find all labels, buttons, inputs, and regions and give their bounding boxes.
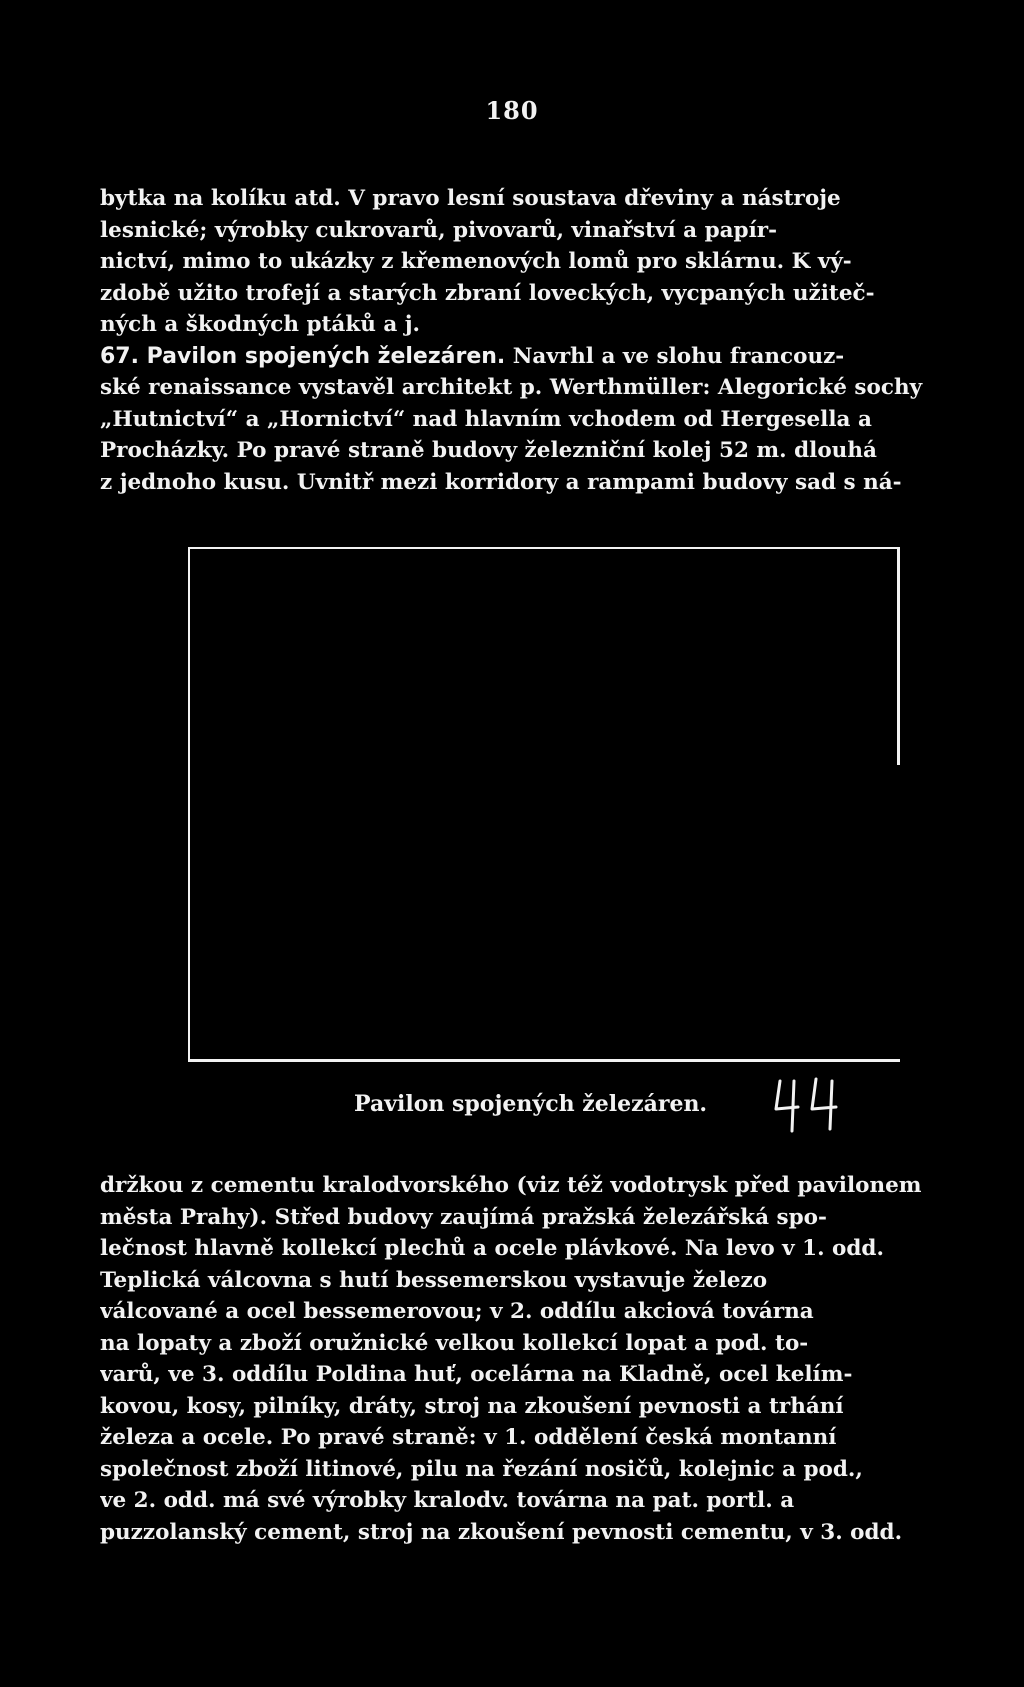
text-line: zdobě užito trofejí a starých zbraní loveckých, vycpaných užiteč- (100, 280, 875, 306)
text-line: společnost zboží litinové, pilu na řezání nosičů, kolejnic a pod., (100, 1456, 863, 1482)
text-line: na lopaty a zboží oružnické velkou kollekcí lopat a pod. to- (100, 1330, 809, 1356)
text-line: Teplická válcovna s hutí bessemerskou vystavuje železo (100, 1267, 768, 1293)
section-heading: 67. Pavilon spojených železáren. (100, 343, 506, 369)
text-line: ve 2. odd. má své výrobky kralodv. továrna na pat. portl. a (100, 1488, 795, 1513)
text-line: „Hutnictví“ a „Hornictví“ nad hlavním vchodem od Hergesella a (100, 406, 872, 432)
text-line: puzzolanský cement, stroj na zkoušení pevnosti cementu, v 3. odd. (100, 1519, 903, 1545)
figure-caption: Pavilon spojených železáren. (354, 1091, 708, 1117)
text-line: lečnost hlavně kollekcí plechů a ocele plávkové. Na levo v 1. odd. (100, 1236, 884, 1261)
text-line: kovou, kosy, pilníky, dráty, stroj na zkoušení pevnosti a trhání (100, 1393, 844, 1419)
text-line: města Prahy). Střed budovy zaujímá pražská železářská spo- (100, 1204, 827, 1230)
frame-border-left (188, 547, 190, 1059)
text-line: lesnické; výrobky cukrovarů, pivovarů, vinařství a papír- (100, 217, 777, 243)
illustration-frame (188, 547, 900, 1065)
text-line: držkou z cementu kralodvorského (viz též vodotrysk před pavilonem (100, 1173, 922, 1198)
text-line: válcované a ocel bessemerovou; v 2. oddílu akciová továrna (100, 1299, 814, 1324)
frame-border-top (188, 547, 900, 549)
text-line: ské renaissance vystavěl architekt p. Werthmüller: Alegorické sochy (100, 375, 923, 400)
text-line: z jednoho kusu. Uvnitř mezi korridory a rampami budovy sad s ná- (100, 469, 902, 495)
text-line: varů, ve 3. oddílu Poldina huť, ocelárna na Kladně, ocel kelím- (100, 1362, 853, 1387)
bottom-paragraph (100, 1170, 1024, 1548)
text-line: nictví, mimo to ukázky z křemenových lomů pro sklárnu. K vý- (100, 249, 852, 274)
handwritten-note (772, 1075, 864, 1137)
page-number: 180 (485, 96, 539, 125)
frame-border-bottom (188, 1059, 900, 1062)
frame-border-right (897, 547, 900, 765)
text-line: železa a ocele. Po pravé straně: v 1. oddělení česká montanní (100, 1425, 837, 1450)
section-heading-rest: Navrhl a ve slohu francouz- (505, 343, 845, 369)
top-paragraph (100, 183, 1024, 498)
text-line: bytka na kolíku atd. V pravo lesní soustava dřeviny a nástroje (100, 186, 841, 211)
section-heading-line (100, 341, 1024, 373)
text-line: ných a škodných ptáků a j. (100, 312, 421, 337)
text-line: Procházky. Po pravé straně budovy železniční kolej 52 m. dlouhá (100, 438, 877, 463)
